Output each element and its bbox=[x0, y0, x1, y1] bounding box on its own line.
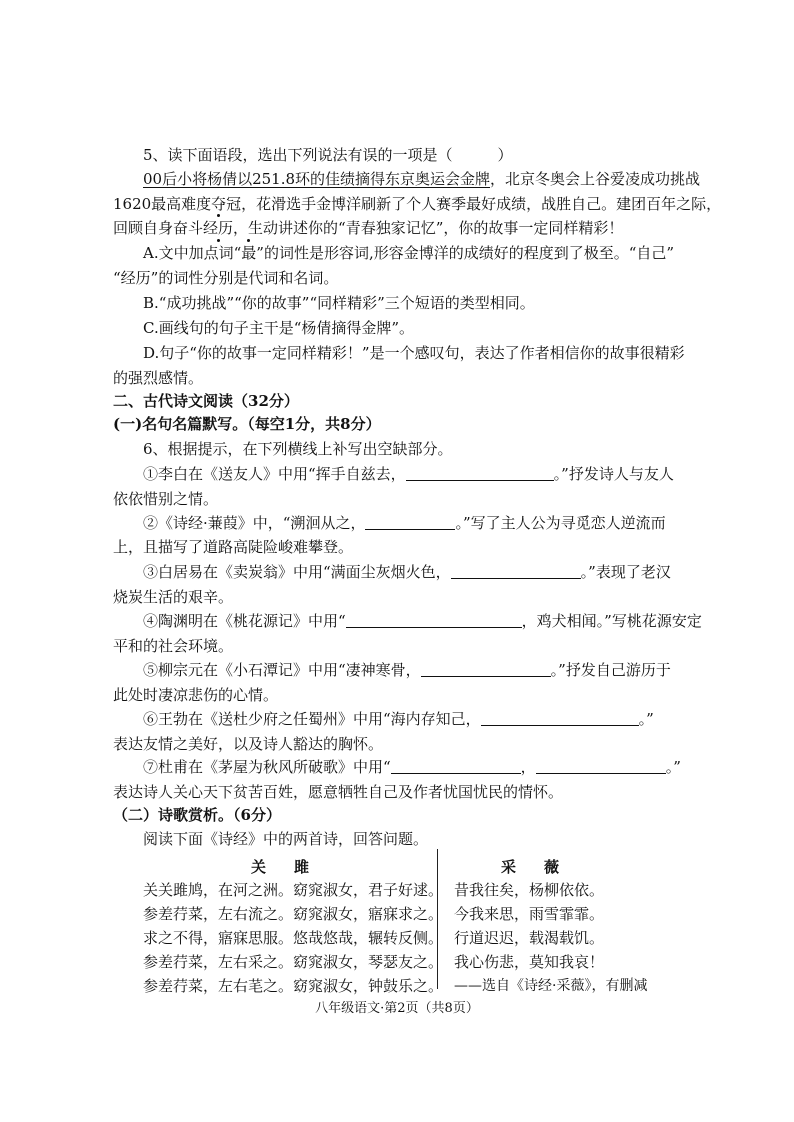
q6-item-1-tail: 。”抒发诗人与友人 bbox=[553, 465, 674, 483]
poem-1-title: 关雎 bbox=[251, 858, 338, 876]
question-6-stem: 6、根据提示，在下列横线上补写出空缺部分。 bbox=[143, 440, 453, 458]
q6-item-7-tail: 。” bbox=[665, 758, 681, 776]
passage-line-1-tail: ，北京冬奥会上谷爱凌成功挑战 bbox=[490, 170, 701, 188]
q6-item-7 bbox=[143, 758, 681, 776]
q6-item-4-tail: ，鸡犬相闻。”写桃花源安定 bbox=[521, 612, 702, 630]
part-2-title: （二）诗歌赏析。（6分） bbox=[113, 806, 281, 824]
q6-item-3-tail: 。”表现了老汉 bbox=[580, 563, 671, 581]
q6-item-4 bbox=[143, 612, 702, 630]
passage-line-1 bbox=[143, 170, 700, 188]
poem-2-line: 我心伤悲，莫知我哀！ bbox=[454, 953, 605, 971]
q6-item-5 bbox=[143, 661, 671, 679]
poem-2-line: 今我来思，雨雪霏霏。 bbox=[454, 905, 605, 923]
q6-item-1-cont: 依依惜别之情。 bbox=[113, 490, 219, 508]
option-d-line-2: 的强烈感情。 bbox=[113, 369, 204, 387]
poem-1-line: 参差荇菜，左右采之。窈窕淑女，琴瑟友之。 bbox=[143, 953, 444, 971]
dotted-word-jingli: 经历 bbox=[203, 219, 234, 237]
page-footer: 八年级语文·第2页（共8页） bbox=[315, 1001, 479, 1016]
part-2-intro: 阅读下面《诗经》中的两首诗，回答问题。 bbox=[143, 830, 429, 848]
answer-blank[interactable] bbox=[451, 564, 581, 579]
q6-item-5-tail: 。”抒发自己游历于 bbox=[550, 661, 671, 679]
poem-1-line: 求之不得，寤寐思服。悠哉悠哉，辗转反侧。 bbox=[143, 929, 444, 947]
answer-blank[interactable] bbox=[536, 759, 666, 774]
underlined-sentence: 00后小将杨倩以251.8环的佳绩摘得东京奥运会金牌 bbox=[143, 170, 491, 188]
poem-1-line: 参差荇菜，左右芼之。窈窕淑女，钟鼓乐之。 bbox=[143, 977, 444, 995]
q6-item-3-head: ③白居易在《卖炭翁》中用“满面尘灰烟火色， bbox=[143, 563, 451, 581]
poem-1-line: 参差荇菜，左右流之。窈窕淑女，寤寐求之。 bbox=[143, 905, 444, 923]
option-a-tail: ”的词性是形容词,形容金博洋的成绩好的程度到了极至。“自己” bbox=[256, 244, 675, 262]
section-2-title: 二、古代诗文阅读（32分） bbox=[113, 392, 299, 410]
q6-item-2 bbox=[143, 514, 666, 532]
q6-item-7-comma: ， bbox=[520, 758, 536, 776]
option-c: C.画线句的句子主干是“杨倩摘得金牌”。 bbox=[143, 319, 415, 337]
option-d-line-1: D.句子“你的故事一定同样精彩！”是一个感叹句，表达了作者相信你的故事很精彩 bbox=[143, 344, 685, 362]
poem-2-line: 昔我往矣，杨柳依依。 bbox=[454, 881, 605, 899]
answer-blank[interactable] bbox=[346, 613, 522, 628]
passage-line-2: 1620最高难度夺冠，花滑选手金博洋刷新了个人赛季最好成绩，战胜自己。建团百年之际， bbox=[113, 195, 722, 213]
q6-item-6-cont: 表达友情之美好，以及诗人豁达的胸怀。 bbox=[113, 735, 384, 753]
answer-blank[interactable] bbox=[391, 759, 521, 774]
option-a-line-1 bbox=[143, 244, 674, 262]
dotted-word-zui: 最 bbox=[241, 244, 257, 262]
option-b: B.“成功挑战”“你的故事”“同样精彩”三个短语的类型相同。 bbox=[143, 294, 535, 312]
q6-item-7-head: ⑦杜甫在《茅屋为秋风所破歌》中用“ bbox=[143, 758, 391, 776]
q6-item-2-head: ②《诗经·蒹葭》中，“溯洄从之， bbox=[143, 514, 366, 532]
poem-2-source: ——选自《诗经·采薇》，有删减 bbox=[454, 978, 648, 994]
answer-blank[interactable] bbox=[406, 466, 554, 481]
q6-item-3-cont: 烧炭生活的艰辛。 bbox=[113, 588, 234, 606]
answer-blank[interactable] bbox=[365, 515, 455, 530]
poem-2-title: 采薇 bbox=[501, 858, 588, 876]
q6-item-5-head: ⑤柳宗元在《小石潭记》中用“凄神寒骨， bbox=[143, 661, 421, 679]
q6-item-1 bbox=[143, 465, 674, 483]
q6-item-4-cont: 平和的社会环境。 bbox=[113, 637, 234, 655]
poem-1-line: 关关雎鸠，在河之洲。窈窕淑女，君子好逑。 bbox=[143, 881, 444, 899]
q6-item-6-head: ⑥王勃在《送杜少府之任蜀州》中用“海内存知己， bbox=[143, 710, 481, 728]
q6-item-6-tail: 。” bbox=[638, 710, 654, 728]
q6-item-2-tail: 。”写了主人公为寻觅恋人逆流而 bbox=[455, 514, 666, 532]
part-1-title: (一)名句名篇默写。（每空1分，共8分） bbox=[113, 415, 381, 433]
q6-item-7-cont: 表达诗人关心天下贫苦百姓，愿意牺牲自己及作者忧国忧民的情怀。 bbox=[113, 783, 564, 801]
option-a-head: A.文中加点词“ bbox=[143, 244, 242, 262]
option-a-line-2: “经历”的词性分别是代词和名词。 bbox=[113, 269, 339, 287]
passage-line-3-head: 回顾自身奋斗 bbox=[113, 219, 204, 237]
q6-item-3 bbox=[143, 563, 671, 581]
q6-item-4-head: ④陶渊明在《桃花源记》中用“ bbox=[143, 612, 346, 630]
q6-item-5-cont: 此处时凄凉悲伤的心情。 bbox=[113, 686, 279, 704]
q6-item-6 bbox=[143, 710, 654, 728]
q6-item-2-cont: 上，且描写了道路高陡险峻难攀登。 bbox=[113, 538, 354, 556]
answer-blank[interactable] bbox=[481, 711, 639, 726]
passage-line-3 bbox=[113, 219, 623, 237]
question-5-stem: 5、读下面语段，选出下列说法有误的一项是（ ） bbox=[143, 146, 513, 164]
answer-blank[interactable] bbox=[421, 662, 551, 677]
q6-item-1-head: ①李白在《送友人》中用“挥手自兹去， bbox=[143, 465, 406, 483]
poem-2-line: 行道迟迟，载渴载饥。 bbox=[454, 929, 605, 947]
passage-line-3-tail: ，生动讲述你的“青春独家记忆”，你的故事一定同样精彩！ bbox=[233, 219, 624, 237]
